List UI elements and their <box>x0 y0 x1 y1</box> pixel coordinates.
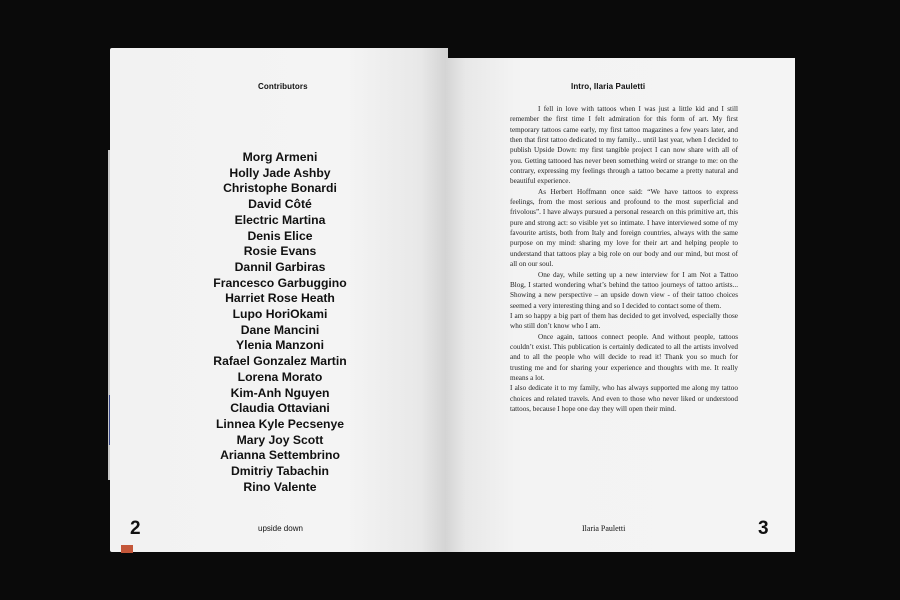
paragraph: Once again, tattoos connect people. And without people, tattoos couldn’t exist. This publication is certainly dedicated to all the artists involved and to all the people who will decide to read it! Thank you so much for trusting me and for sharing your experience and thoughts with me. It really means a lot. <box>510 332 738 382</box>
paragraph: I fell in love with tattoos when I was just a little kid and I still remember the first time I felt admiration for this form of art. My first temporary tattoos came early, my first tattoo magazines a few years later, and then that first tattoo dedicated to my family... until last year, when I decided to publish Upside Down: my first tangible project I can now share with all of you. Getting tattooed has never been something weird or strange to me: on the contrary, expressing my feelings through a tattoo became a pretty natural and beautiful experience. <box>510 105 738 186</box>
page-number-right: 3 <box>758 518 769 539</box>
page-number-left: 2 <box>130 518 141 539</box>
contributor-name: Dmitriy Tabachin <box>231 464 329 479</box>
contributor-name: Rafael Gonzalez Martin <box>213 354 347 369</box>
contributor-name: Linnea Kyle Pecsenye <box>215 416 345 431</box>
contributor-name: Ylenia Manzoni <box>235 338 325 353</box>
contributor-name: Mary Joy Scott <box>236 432 324 447</box>
contributor-name: David Côté <box>248 197 312 212</box>
contributor-name: Lorena Morato <box>237 369 323 384</box>
left-page-header: Contributors <box>258 82 308 91</box>
contributor-name: Francesco Garbuggino <box>213 275 347 290</box>
left-page-footer: upside down <box>258 524 303 533</box>
contributor-name: Harriet Rose Heath <box>225 291 335 306</box>
contributor-name: Dannil Garbiras <box>234 259 326 274</box>
cover-edge <box>121 545 133 553</box>
contributor-name: Claudia Ottaviani <box>230 401 330 416</box>
contributor-name: Rosie Evans <box>243 244 317 259</box>
contributor-name: Lupo HoriOkami <box>232 307 328 322</box>
intro-text <box>510 104 738 414</box>
paragraph: As Herbert Hoffmann once said: “We have tattoos to express feelings, from the most serious and profound to the most superficial and frivolous”. I have always pursued a personal research on this primitive art, this pure and strong act: so visible yet so intimate. I have interviewed some of my favourite artists, both from Italy and foreign countries, always with the same purpose on my mind: sharing my love for their art and helping people to understand that tattoos play a big role on our body and our mind, but most of all on our soul. <box>510 187 738 269</box>
paragraph: I also dedicate it to my family, who has always supported me along my tattoo choices and related travels. And even to those who never liked or understood tattoos, because I hope one day they will open their mind. <box>510 384 738 413</box>
contributor-name: Christophe Bonardi <box>223 181 337 196</box>
contributor-name: Kim-Anh Nguyen <box>230 385 330 400</box>
contributor-name: Morg Armeni <box>242 150 318 164</box>
contributor-name: Denis Elice <box>247 228 313 243</box>
contributor-name: Holly Jade Ashby <box>229 165 331 180</box>
paragraph: I am so happy a big part of them has decided to get involved, especially those who still don’t know who I am. <box>510 311 738 331</box>
contributor-name: Electric Martina <box>234 212 326 227</box>
contributor-name: Dane Mancini <box>240 322 320 337</box>
contributors-list <box>180 150 380 495</box>
paragraph: One day, while setting up a new interview for I am Not a Tattoo Blog, I started wondering what’s behind the tattoo journeys of tattoo artists... Showing a new perspective – an upside down view - of their tattoo choices seemed a very interesting thing and so I decided to contact some of them. <box>510 270 738 310</box>
contributor-name: Rino Valente <box>243 479 317 494</box>
contributor-name: Arianna Settembrino <box>220 448 340 463</box>
right-page-footer: Ilaria Pauletti <box>582 524 626 533</box>
right-page-header: Intro, Ilaria Pauletti <box>571 82 646 91</box>
